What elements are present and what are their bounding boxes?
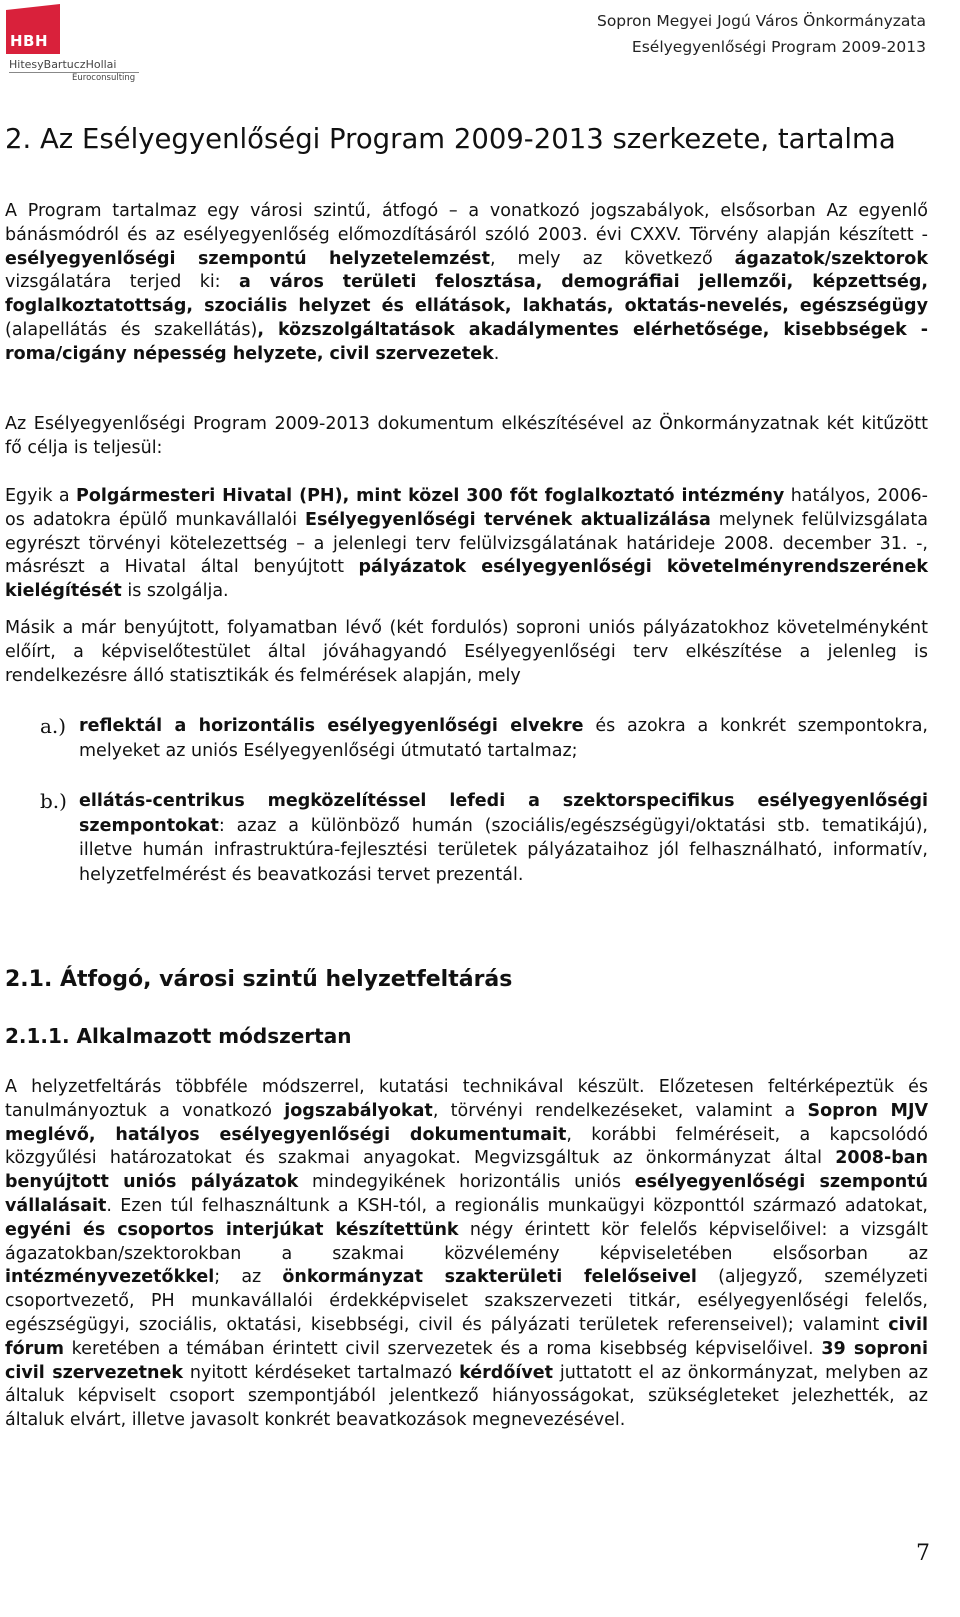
paragraph-text <box>5 617 928 688</box>
page-number: 7 <box>916 1541 930 1566</box>
bold-text-run: esélyegyenlőségi szempontú vállalásait <box>5 1172 929 1216</box>
text-run: (aljegyző, személyzeti csoportvezető, PH munkavállalói érdekképviselet szakszervezeti titkár, esélyegyenlőségi felelős, egészségügyi, szociális, oktatási, kisebbségi, civil és pályázati területek referenseivel); valamint <box>5 1267 929 1335</box>
text-run: Egyik a <box>5 486 77 506</box>
list-item-a <box>5 714 928 763</box>
text-run: Másik a már benyújtott, folyamatban lévő (két fordulós) soproni uniós pályázatokhoz követelményként előírt, a képviselőtestület által jóváhagyandó Esélyegyenlőségi terv elkészítése a jelenleg is rendelkezésre álló statisztikák és felmérések alapján, mely <box>5 618 928 686</box>
logo-name: HitesyBartuczHollai <box>9 58 117 71</box>
text-run: négy érintett kör felelős képviselőivel: a vizsgált ágazatokban/szektorokban a szakmai közvélemény képviseletében elsősorban az <box>5 1219 928 1264</box>
paragraph-first-goal <box>5 485 928 604</box>
subsubsection-title: 2.1.1. Alkalmazott módszertan <box>5 1024 352 1048</box>
header-doc-title: Esélyegyenlőségi Program 2009-2013 <box>631 38 926 56</box>
bold-text-run: ágazatok/szektorok <box>734 248 928 269</box>
text-run: is szolgálja. <box>121 581 229 602</box>
list-item-text <box>79 714 928 763</box>
text-run: vizsgálatára terjed ki: <box>5 272 239 293</box>
text-run: és azokra a konkrét szempontokra, melyeket az uniós Esélyegyenlőségi útmutató tartalmaz; <box>79 716 928 761</box>
bold-text-run: Polgármesteri Hivatal (PH), mint közel 300 főt foglalkoztató intézmény <box>76 486 785 506</box>
text-run: ; az <box>214 1267 283 1288</box>
page-header <box>597 8 926 60</box>
subsection-title: 2.1. Átfogó, városi szintű helyzetfeltárás <box>5 967 513 992</box>
bold-text-run: ellátás-centrikus megközelítéssel lefedi a szektorspecifikus esélyegyenlőségi szempontokat <box>79 791 928 836</box>
text-run: hatályos, 2006-os adatokra épülő munkavállalói <box>5 486 928 530</box>
bold-text-run: 39 soproni civil szervezetnek <box>5 1338 928 1383</box>
list-marker: b.) <box>40 789 67 813</box>
text-run: , törvényi rendelkezéseket, valamint a <box>432 1100 808 1121</box>
bold-text-run: önkormányzat szakterületi felelőseivel <box>282 1267 697 1288</box>
paragraph-program-content <box>5 200 928 367</box>
text-run: mindegyikének horizontális uniós <box>298 1172 635 1193</box>
bold-text-run: kérdőívet <box>459 1362 553 1383</box>
text-run: A Program tartalmaz egy városi szintű, átfogó – a vonatkozó jogszabályok, elsősorban Az egyenlő bánásmódról és az esélyegyenlőség előmozdításáról szóló 2003. évi CXXV. Törvény alapján készített - <box>5 201 928 245</box>
list-marker: a.) <box>40 714 67 738</box>
text-run: juttatott el az önkormányzat, melyben az általuk képviselt csoport szempontjából jelentkező hiányosságokat, szükségleteket jelezhették, az általuk elvárt, illetve javasolt konkrét beavatkozások megnevezésével. <box>5 1362 928 1431</box>
paragraph-text <box>5 1076 928 1433</box>
bold-text-run: a város területi felosztása, demográfiai jellemzői, képzettség, foglalkoztatottság, szociális helyzet és ellátások, lakhatás, oktatás-nevelés, egészségügy <box>5 272 929 317</box>
company-logo <box>6 4 136 84</box>
text-run: nyitott kérdéseket tartalmazó <box>182 1362 460 1383</box>
bold-text-run: civil fórum <box>5 1314 928 1359</box>
paragraph-text <box>5 485 928 604</box>
paragraph-methodology <box>5 1076 928 1433</box>
text-run: . Ezen túl felhasználtunk a KSH-tól, a regionális munkaügyi központtól származó adatokat, <box>106 1195 928 1216</box>
paragraph-text <box>5 413 928 461</box>
bold-text-run: intézményvezetőkkel <box>5 1267 215 1288</box>
bold-text-run: Sopron MJV meglévő, hatályos esélyegyenlőségi dokumentumait <box>5 1100 929 1145</box>
bold-text-run: 2008-ban benyújtott uniós pályázatok <box>5 1148 928 1193</box>
bold-text-run: esélyegyenlőségi szempontú helyzetelemzést <box>5 248 490 269</box>
text-run: , mely az következő <box>489 248 735 269</box>
logo-badge-text: HBH <box>10 32 49 50</box>
header-org-name: Sopron Megyei Jogú Város Önkormányzata <box>596 12 926 30</box>
paragraph-second-goal <box>5 617 928 688</box>
text-run: (alapellátás és szakellátás) <box>5 319 258 340</box>
text-run: melynek felülvizsgálata egyrészt törvényi kötelezettség – a jelenlegi terv felülvizsgálatának határideje 2008. december 31. -, másrészt a Hivatal által benyújtott <box>5 509 928 578</box>
text-run: . <box>493 343 500 364</box>
paragraph-text <box>5 200 928 367</box>
logo-subtitle: Euroconsulting <box>72 73 136 83</box>
bold-text-run: reflektál a horizontális esélyegyenlőségi elvekre <box>79 716 584 736</box>
bold-text-run: pályázatok esélyegyenlőségi követelményrendszerének kielégítését <box>5 557 928 602</box>
section-title: 2. Az Esélyegyenlőségi Program 2009-2013 szerkezete, tartalma <box>5 123 896 155</box>
text-run: Az Esélyegyenlőségi Program 2009-2013 dokumentum elkészítésével az Önkormányzatnak két kitűzött fő célja is teljesül: <box>5 414 928 458</box>
text-run: , korábbi felméréseit, a kapcsolódó közgyűlési határozatokat és szakmai anyagokat. Megvizsgáltuk az önkormányzat által <box>5 1124 928 1169</box>
list-item-b <box>5 789 928 887</box>
text-run: keretében a témában érintett civil szervezetek és a roma kisebbség képviselőivel. <box>63 1338 822 1359</box>
bold-text-run: egyéni és csoportos interjúkat készítettünk <box>5 1219 459 1240</box>
text-run: : azaz a különböző humán (szociális/egészségügyi/oktatási stb. tematikájú), illetve humán infrastruktúra-fejlesztési területek pályázataihoz jól felhasználható, informatív, helyzetfelmérést és beavatkozási tervet prezentál. <box>79 815 928 885</box>
text-run: A helyzetfeltárás többféle módszerrel, kutatási technikával készült. Előzetesen feltérképeztük és tanulmányoztuk a vonatkozó <box>5 1077 928 1121</box>
bold-text-run: Esélyegyenlőségi tervének aktualizálása <box>305 509 711 530</box>
bold-text-run: jogszabályokat <box>284 1100 433 1121</box>
list-item-text <box>79 789 928 887</box>
paragraph-goals-intro <box>5 413 928 461</box>
bold-text-run: , közszolgáltatások akadálymentes elérhetősége, kisebbségek - roma/cigány népesség helyzete, civil szervezetek <box>5 319 928 364</box>
